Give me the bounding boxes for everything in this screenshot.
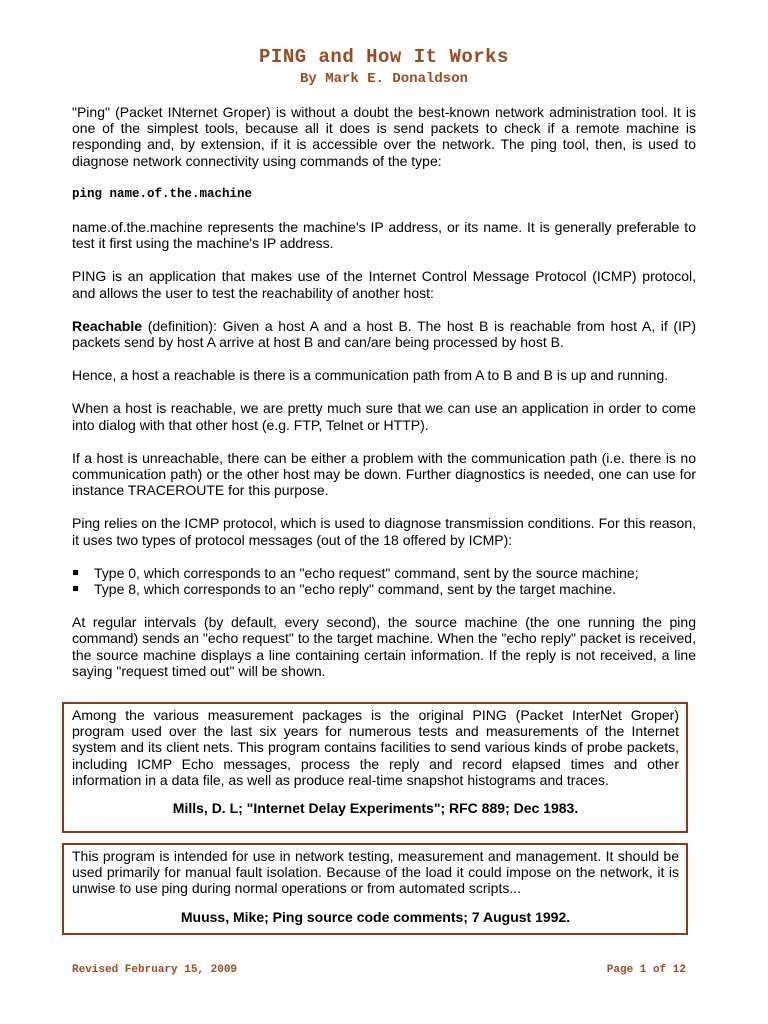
paragraph-intervals: At regular intervals (by default, every second), the source machine (the one running the ping command) sends an "echo request" to the target machine. When the "echo reply" packet is received, the source machine displays a line containing certain information. If the reply is not received, a line saying "request timed out" will be shown. — [72, 614, 696, 679]
paragraph-unreachable: If a host is unreachable, there can be either a problem with the communication path (i.e. there is no communication path) or the other host may be down. Further diagnostics is needed, one can use for instance TRACEROUTE for this purpose. — [72, 449, 696, 499]
page-title: PING and How It Works — [259, 46, 509, 68]
paragraph-reachable-host: When a host is reachable, we are pretty much sure that we can use an application in order to come into dialog with that other host (e.g. FTP, Telnet or HTTP). — [72, 400, 696, 433]
paragraph-reachable — [72, 318, 696, 350]
square-bullet-icon — [73, 586, 78, 591]
list-item-text: Type 8, which corresponds to an "echo reply" command, sent by the target machine. — [94, 581, 616, 598]
paragraph-icmp: PING is an application that makes use of the Internet Control Message Protocol (ICMP) protocol, and allows the user to test the reachability of another host: — [72, 268, 696, 301]
paragraph-intro: "Ping" (Packet INternet Groper) is without a doubt the best-known network administration tool. It is one of the simplest tools, because all it does is send packets to check if a remote machine is responding and, by extension, if it is accessible over the network. The ping tool, then, is used to diagnose network connectivity using commands of the type: — [72, 104, 696, 169]
quote-text: Among the various measurement packages is the original PING (Packet InterNet Groper) program used over the last six years for numerous tests and measurements of the Internet system and its client nets. This program contains facilities to send various kinds of probe packets, including ICMP Echo messages, process the reply and record elapsed times and other information in a data file, as well as produce real-time snapshot histograms and traces. — [72, 707, 679, 788]
list-item — [72, 581, 696, 597]
quote-citation: Muuss, Mike; Ping source code comments; 7 August 1992. — [180, 908, 571, 925]
quote-box-muuss — [62, 843, 688, 935]
paragraph-hence: Hence, a host a reachable is there is a communication path from A to B and B is up and running. — [72, 367, 669, 384]
footer-revised-date: Revised February 15, 2009 — [72, 964, 238, 976]
list-item-text: Type 0, which corresponds to an "echo request" command, sent by the source machine; — [94, 564, 639, 581]
quote-citation: Mills, D. L; "Internet Delay Experiments"; RFC 889; Dec 1983. — [172, 800, 579, 817]
document-body — [72, 104, 696, 696]
paragraph-machine-name: name.of.the.machine represents the machine's IP address, or its name. It is generally preferable to test it first using the machine's IP address. — [72, 219, 696, 252]
quote-box-mills — [62, 702, 688, 833]
author-line: By Mark E. Donaldson — [299, 71, 469, 87]
paragraph-icmp-protocol: Ping relies on the ICMP protocol, which is used to diagnose transmission conditions. For this reason, it uses two types of protocol messages (out of the 18 offered by ICMP): — [72, 515, 696, 548]
square-bullet-icon — [73, 570, 78, 575]
reachable-term: Reachable — [72, 317, 143, 334]
footer-page-number: Page 1 of 12 — [606, 964, 686, 976]
quote-text: This program is intended for use in network testing, measurement and management. It should be used primarily for manual fault isolation. Because of the load it could impose on the network, it is unwise to use ping during normal operations or from automated scripts... — [72, 848, 679, 897]
reachable-definition: (definition): Given a host A and a host B. The host B is reachable from host A, if (IP) packets send by host A arrive at host B and can/are being processed by host B. — [72, 317, 696, 351]
list-item — [72, 565, 696, 581]
message-type-list — [72, 565, 696, 597]
code-example: ping name.of.the.machine — [72, 186, 253, 201]
